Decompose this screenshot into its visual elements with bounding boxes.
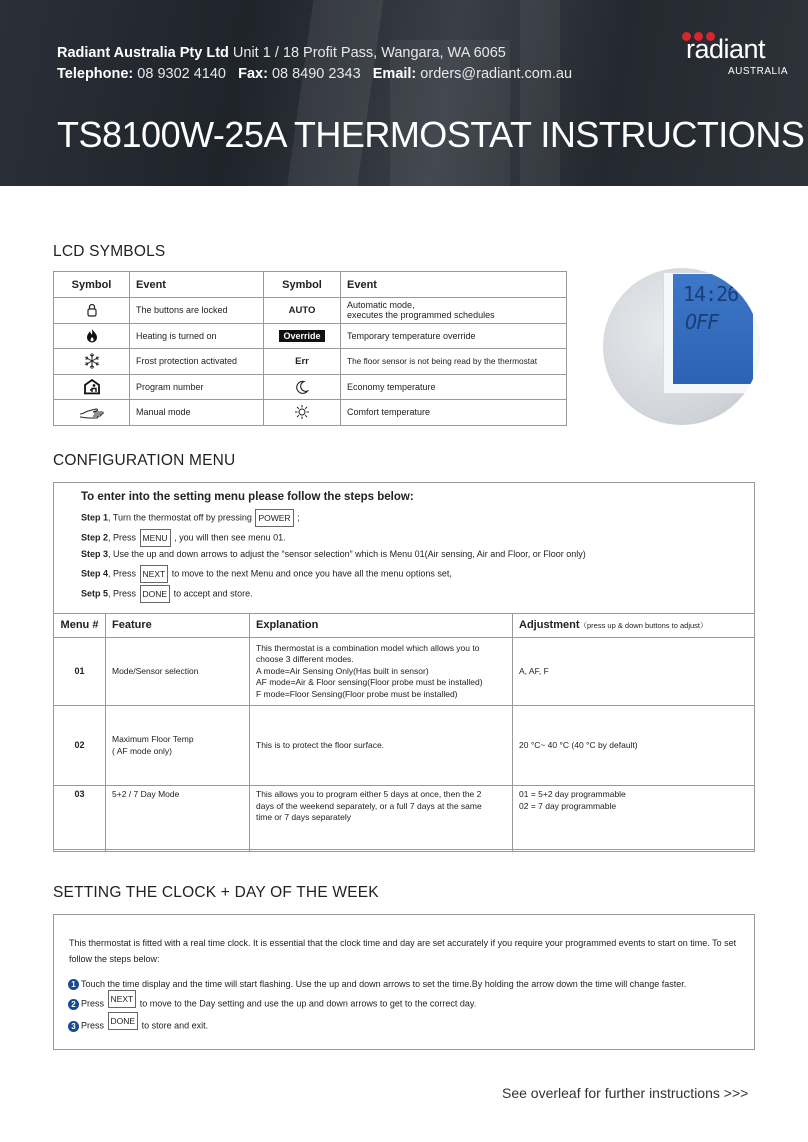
table-row [54,349,567,375]
table-row [54,400,567,426]
clock-step-1: 1 Touch the time display and the time will start flashing. Use the up and down arrows to set the time.By holding the arrow down the time will change faster. [68,979,686,990]
background-beam [284,0,386,186]
flame-icon [54,323,130,349]
clock-step-3: 3 Press DONE to store and exit. [68,1017,208,1035]
column-header: Explanation [250,614,513,638]
clock-box [53,914,755,1050]
lock-icon [54,298,130,324]
thermostat-display-status: OFF [685,310,719,334]
explanation-cell: This thermostat is a combination model which allows you to choose 3 different modes. A mode=Air Sensing Only(Has built in sensor) AF mode=Air & Floor sensing(Floor probe must be installed) F mode=Floor Sensing(Floor probe must be installed) [250,638,513,706]
company-info [57,43,572,85]
clock-section-title: SETTING THE CLOCK + DAY OF THE WEEK [53,884,379,901]
table-header-row [54,272,567,298]
override-symbol: Override [264,323,341,349]
menu-key: MENU [140,529,171,547]
event-cell: Frost protection activated [130,349,264,375]
adjustment-cell: 01 = 5+2 day programmable 02 = 7 day programmable [513,786,755,852]
company-name: Radiant Australia Pty Ltd [57,45,229,61]
hand-icon [54,400,130,426]
feature-cell: Mode/Sensor selection [106,638,250,706]
event-cell: Heating is turned on [130,323,264,349]
explanation-cell: This is to protect the floor surface. [250,706,513,786]
telephone-label: Telephone: [57,66,134,82]
config-section-title: CONFIGURATION MENU [53,452,236,469]
event-cell: Comfort temperature [341,400,567,426]
adjustment-cell: A, AF, F [513,638,755,706]
config-step-4: Step 4, Press NEXT to move to the next Menu and once you have all the menu options set, [81,565,452,583]
table-row [54,298,567,324]
clock-intro-text: This thermostat is fitted with a real time clock. It is essential that the clock time and day are set accurately if you require your programmed events to start on time. To set follow the steps below: [69,938,737,964]
email-address: orders@radiant.com.au [420,66,573,82]
config-step-2: Step 2, Press MENU , you will then see menu 01. [81,529,286,547]
step-number-badge: 1 [68,979,79,990]
menu-number: 01 [54,638,106,706]
background-beam [520,0,560,186]
lcd-symbols-table [53,271,567,426]
table-row [54,323,567,349]
column-header: Adjustment（press up & down buttons to adjust） [513,614,755,638]
event-cell: The floor sensor is not being read by the thermostat [341,349,567,375]
config-step-3: Step 3, Use the up and down arrows to adjust the “sensor selection” which is Menu 01(Air sensing, Air and Floor, or Floor only) [81,549,586,559]
feature-cell: Maximum Floor Temp ( AF mode only) [106,706,250,786]
footer-note: See overleaf for further instructions >>> [502,1085,749,1101]
telephone-number: 08 9302 4140 [137,66,226,82]
event-cell: Program number [130,374,264,400]
thermostat-photo [603,268,760,425]
done-key: DONE [140,585,171,603]
event-cell: The buttons are locked [130,298,264,324]
column-header: Event [130,272,264,298]
page-title: TS8100W-25A THERMOSTAT INSTRUCTIONS [57,114,805,155]
column-header: Symbol [264,272,341,298]
done-key: DONE [108,1012,139,1030]
event-cell: Temporary temperature override [341,323,567,349]
column-header: Feature [106,614,250,638]
config-menu-table [53,613,755,852]
column-header: Menu # [54,614,106,638]
next-key: NEXT [140,565,169,583]
config-box [53,482,755,850]
event-cell: Automatic mode, executes the programmed schedules [341,298,567,324]
logo-subtitle: AUSTRALIA [728,66,789,77]
config-step-1: Step 1, Turn the thermostat off by pressing POWER ; [81,509,300,527]
step-number-badge: 3 [68,1021,79,1032]
menu-number: 03 [54,786,106,852]
event-cell: Economy temperature [341,374,567,400]
program-icon [54,374,130,400]
radiant-logo [676,28,789,78]
table-header-row [54,614,755,638]
snowflake-icon [54,349,130,375]
table-row [54,786,755,852]
company-address: Unit 1 / 18 Profit Pass, Wangara, WA 6065 [232,45,506,61]
column-header: Symbol [54,272,130,298]
config-step-5: Setp 5, Press DONE to accept and store. [81,585,253,603]
table-row [54,638,755,706]
auto-symbol: AUTO [264,298,341,324]
step-number-badge: 2 [68,999,79,1010]
adjustment-cell: 20 °C~ 40 °C (40 °C by default) [513,706,755,786]
explanation-cell: This allows you to program either 5 days at once, then the 2 days of the weekend separately, or a full 7 days at the same time or 7 days separately [250,786,513,852]
fax-label: Fax: [238,66,268,82]
moon-icon [264,374,341,400]
menu-number: 02 [54,706,106,786]
fax-number: 08 8490 2343 [271,66,361,82]
next-key: NEXT [108,990,137,1008]
table-row [54,374,567,400]
thermostat-display-time: 14:26 [683,282,739,306]
column-header: Event [341,272,567,298]
lcd-section-title: LCD SYMBOLS [53,243,166,260]
sun-icon [264,400,341,426]
err-symbol: Err [264,349,341,375]
config-heading: To enter into the setting menu please follow the steps below: [81,491,414,503]
header-banner [0,0,808,186]
table-row [54,706,755,786]
logo-word: radiant [686,34,766,64]
email-label: Email: [372,66,417,82]
clock-step-2: 2 Press NEXT to move to the Day setting and use the up and down arrows to get to the correct day. [68,995,476,1013]
feature-cell: 5+2 / 7 Day Mode [106,786,250,852]
power-key: POWER [255,509,293,527]
event-cell: Manual mode [130,400,264,426]
